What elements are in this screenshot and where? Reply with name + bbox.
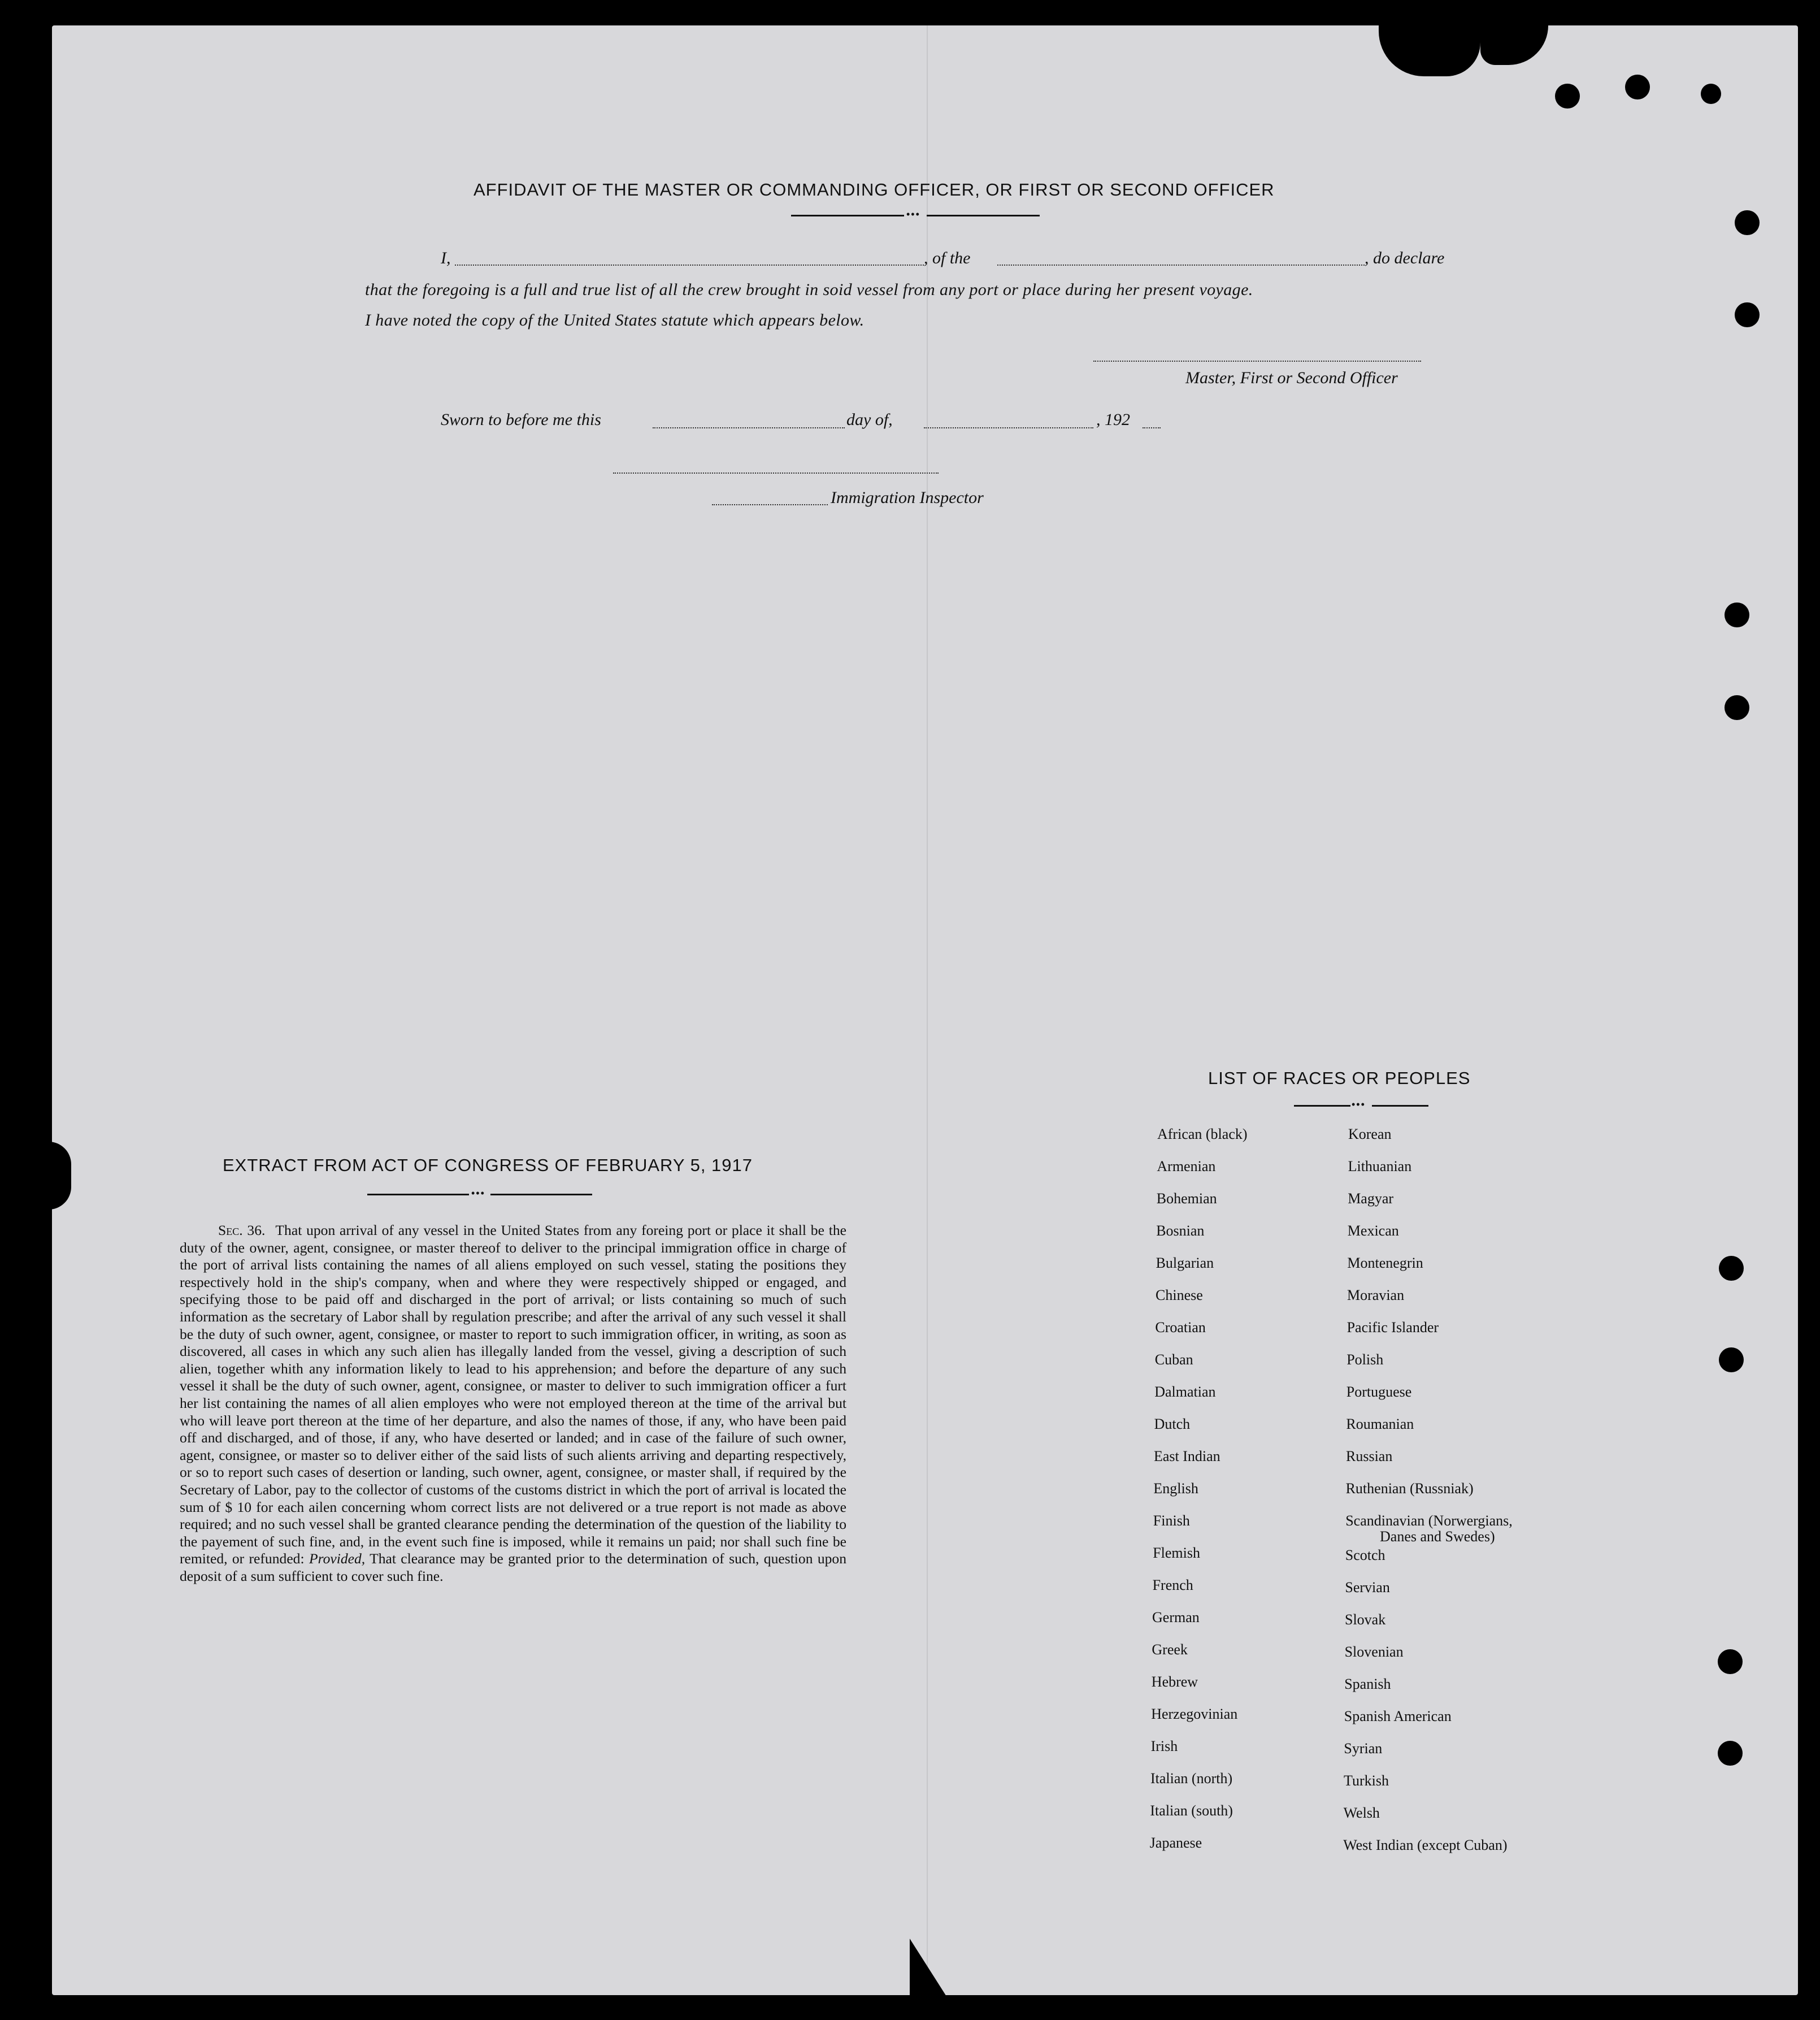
document-page [52, 25, 1798, 1995]
race-item: Armenian [1157, 1158, 1216, 1174]
race-item: German [1152, 1609, 1200, 1625]
sworn-text: Sworn to before me this [441, 410, 601, 429]
race-item: Ruthenian (Russniak) [1345, 1480, 1474, 1497]
race-item: French [1152, 1577, 1193, 1593]
extract-body-end: That clearance may be granted prior to the determination of such, question upon deposit of a sum sufficient to cover such fine. [180, 1550, 847, 1584]
race-item: Flemish [1153, 1545, 1200, 1561]
races-ornament-left [1294, 1105, 1350, 1107]
race-item: West Indian (except Cuban) [1343, 1837, 1508, 1853]
race-item: Spanish American [1344, 1708, 1452, 1724]
race-item: African (black) [1157, 1126, 1248, 1142]
race-item: Slovenian [1344, 1644, 1404, 1660]
provided-word: Provided, [309, 1550, 366, 1567]
race-item: Chinese [1156, 1287, 1203, 1303]
race-item: Herzegovinian [1151, 1706, 1238, 1722]
punch-hole [1701, 84, 1721, 104]
races-ornament-right [1372, 1105, 1428, 1107]
race-item: Lithuanian [1348, 1158, 1412, 1174]
punch-hole [1735, 210, 1760, 235]
inspector-label: Immigration Inspector [831, 488, 984, 507]
race-item: English [1153, 1480, 1198, 1497]
sworn-day-field[interactable] [653, 427, 845, 428]
race-item: Korean [1348, 1126, 1392, 1142]
affidavit-ornament-left [791, 215, 904, 216]
race-item: Russian [1346, 1448, 1393, 1464]
race-item: East Indian [1154, 1448, 1220, 1464]
race-item: Danes and Swedes) [1380, 1528, 1495, 1545]
race-item: Turkish [1344, 1772, 1389, 1789]
race-item: Hebrew [1151, 1674, 1198, 1690]
race-item: Magyar [1348, 1190, 1394, 1207]
year-field[interactable] [1143, 427, 1161, 428]
race-item: Greek [1152, 1641, 1188, 1658]
race-item: Italian (north) [1150, 1770, 1233, 1787]
punch-hole [1555, 84, 1580, 109]
race-item: Roumanian [1346, 1416, 1414, 1432]
affidavit-ornament-dots: ••• [906, 209, 920, 220]
year-prefix-text: , 192 [1096, 410, 1130, 429]
race-item: Moravian [1347, 1287, 1405, 1303]
races-title: LIST OF RACES OR PEOPLES [1208, 1068, 1471, 1088]
race-item: Montenegrin [1347, 1255, 1423, 1271]
race-item: Polish [1346, 1351, 1384, 1368]
race-item: Cuban [1154, 1351, 1193, 1368]
races-ornament-dots: ••• [1352, 1099, 1366, 1110]
race-item: Bohemian [1156, 1190, 1217, 1207]
name-field[interactable] [455, 265, 924, 266]
master-signature-label: Master, First or Second Officer [1185, 369, 1398, 387]
race-item: Scandinavian (Norwergians, [1345, 1512, 1513, 1529]
affidavit-title: AFFIDAVIT OF THE MASTER OR COMMANDING OFFICER, OR FIRST OR SECOND OFFICER [474, 180, 1275, 200]
race-item: Irish [1150, 1738, 1178, 1754]
race-item: Dutch [1154, 1416, 1191, 1432]
center-fold [927, 25, 928, 1995]
race-item: Portuguese [1346, 1384, 1412, 1400]
extract-text [180, 1222, 846, 1585]
section-label: Sec. 36. [218, 1222, 266, 1238]
race-item: Finish [1153, 1512, 1190, 1529]
race-item: Slovak [1345, 1611, 1386, 1628]
affidavit-line1-i: I, [441, 249, 451, 267]
race-item: Welsh [1343, 1805, 1380, 1821]
inspector-prefix-field[interactable] [712, 504, 828, 505]
punch-hole [1725, 602, 1749, 627]
master-signature-field[interactable] [1093, 361, 1421, 362]
inspector-signature-field[interactable] [613, 473, 939, 474]
race-item: Bulgarian [1156, 1255, 1214, 1271]
affidavit-line3: I have noted the copy of the United States statute which appears below. [365, 311, 865, 330]
punch-hole [1725, 695, 1749, 720]
punch-hole [1718, 1741, 1743, 1766]
extract-ornament-right [490, 1194, 592, 1195]
race-item: Mexican [1347, 1223, 1399, 1239]
extract-body: That upon arrival of any vessel in the United States from any foreing port or place it shall be the duty of the owner, agent, consignee, or master thereof to deliver to the principal immigration office in charge of the port of arrival lists containing the names of all aliens employed on such vessel, stating the positions they respectively hold in the ship's company, when and where they were respectively shipped or engaged, and specifying those to be paid off and discharged in the port of arrival; or lists containing so much of such information as the secretary of Labor shall by regulation prescribe; and after the arrival of any such vessel it shall be the duty of such owner, agent, consignee, or master to report to such immigration officer, in writing, as soon as discovered, all cases in which any such alien has illegally landed from the vessel, giving a description of such alien, together whith any information likely to lead to his apprehension; and before the departure of any such vessel it shall be the duty of such owner, agent, consignee, or master to deliver to such immigration officer a furt her list containing the names of all alien employes who were not employed thereon at the time of the arrival but who will leave port thereon at the time of her departure, and also the names of those, if any, who have been paid off and discharged, and of those, if any, who have deserted or landed; and in case of the failure of such owner, agent, consignee, or master so to deliver either of the said lists of such alients arriving and departing respectively, or so to report such cases of desertion or landing, such owner, agent, consignee, or master shall, if required by the Secretary of Labor, pay to the collector of customs of the customs district in which the port of arrival is located the sum of $ 10 for each ailen concerning whom correct lists are not delivered or a true report is not made as above required; and no such vessel shall be granted clearance pending the determination of the question of the liability to the payement of such fine, and, in the event such fine is imposed, while it remains un paid; nor shall such fine be remited, or refunded: [180, 1222, 846, 1567]
punch-hole [1719, 1347, 1744, 1372]
race-item: Spanish [1344, 1676, 1391, 1692]
race-item: Syrian [1344, 1740, 1383, 1757]
extract-ornament-dots: ••• [471, 1187, 485, 1199]
affidavit-line1-of-the: , of the [924, 249, 971, 267]
affidavit-line1-declare: , do declare [1365, 249, 1445, 267]
race-item: Scotch [1345, 1547, 1385, 1563]
punch-hole [1718, 1649, 1743, 1674]
affidavit-line2: that the foregoing is a full and true list of all the crew brought in soid vessel from any port or place during her present voyage. [365, 280, 1253, 299]
race-item: Japanese [1149, 1835, 1202, 1851]
race-item: Servian [1345, 1579, 1390, 1596]
punch-hole [1735, 302, 1760, 327]
race-item: Dalmatian [1154, 1384, 1216, 1400]
race-item: Bosnian [1156, 1223, 1205, 1239]
day-of-text: day of, [846, 410, 893, 429]
extract-ornament-left [367, 1194, 469, 1195]
race-item: Croatian [1155, 1319, 1206, 1336]
punch-hole [1625, 75, 1650, 99]
vessel-field[interactable] [997, 265, 1365, 266]
sworn-month-field[interactable] [924, 427, 1093, 428]
race-item: Pacific Islander [1346, 1319, 1439, 1336]
race-item: Italian (south) [1150, 1802, 1233, 1819]
affidavit-ornament-right [927, 215, 1040, 216]
punch-hole [1719, 1256, 1744, 1281]
extract-title: EXTRACT FROM ACT OF CONGRESS OF FEBRUARY 5, 1917 [223, 1155, 753, 1175]
edge-tear-left [40, 1142, 71, 1210]
